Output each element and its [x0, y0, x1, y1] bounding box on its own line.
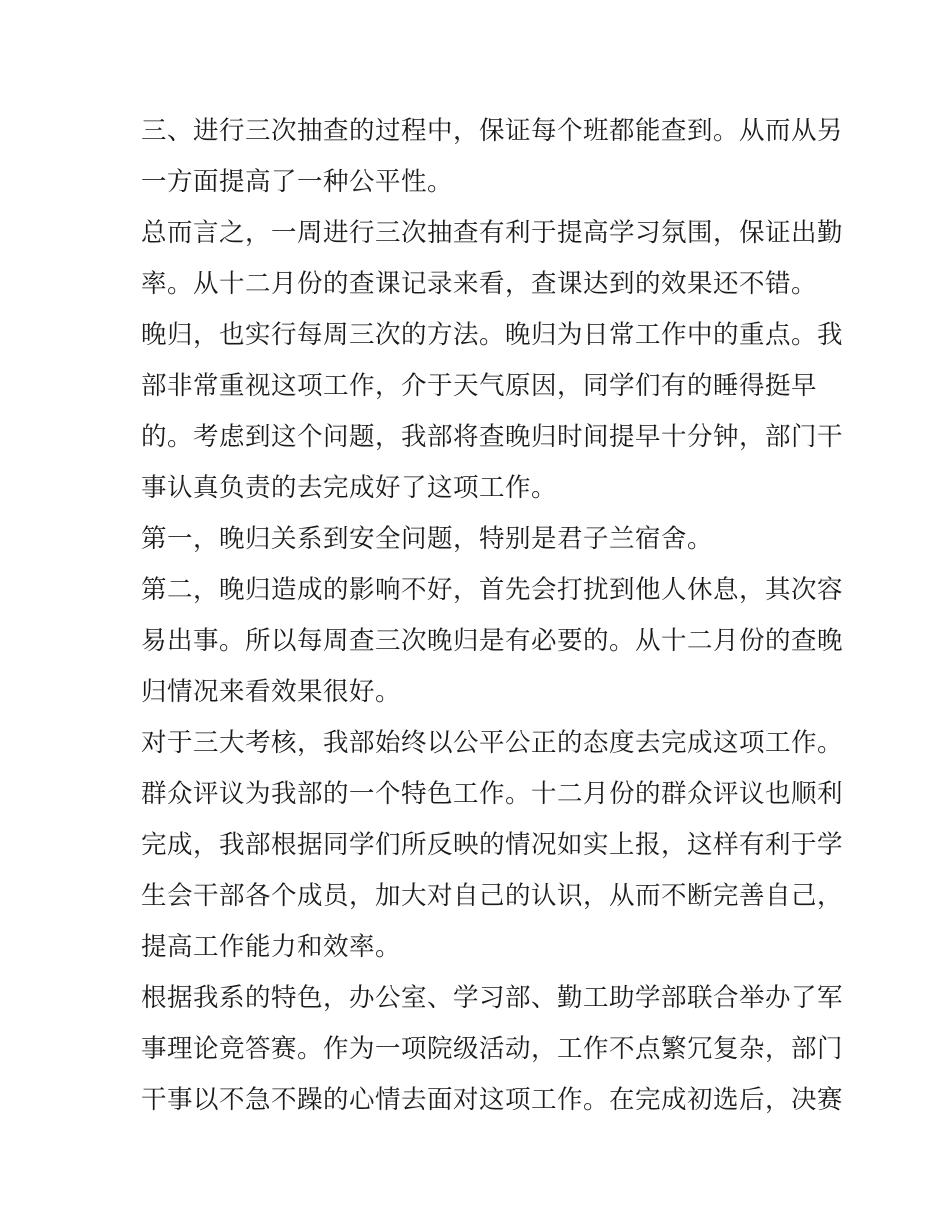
text-line: 第一，晚归关系到安全问题，特别是君子兰宿舍。	[141, 524, 714, 554]
text-line: 易出事。所以每周查三次晚归是有必要的。从十二月份的查晚	[141, 626, 844, 656]
text-line: 对于三大考核，我部始终以公平公正的态度去完成这项工作。	[141, 728, 844, 758]
text-line: 率。从十二月份的查课记录来看，查课达到的效果还不错。	[141, 269, 818, 299]
text-line: 完成，我部根据同学们所反映的情况如实上报，这样有利于学	[141, 830, 844, 860]
text-line: 事认真负责的去完成好了这项工作。	[141, 473, 558, 503]
text-line: 提高工作能力和效率。	[141, 932, 402, 962]
text-line: 第二，晚归造成的影响不好，首先会打扰到他人休息，其次容	[141, 575, 844, 605]
text-line: 群众评议为我部的一个特色工作。十二月份的群众评议也顺利	[141, 779, 844, 809]
document-body	[141, 106, 844, 1126]
text-line: 总而言之，一周进行三次抽查有利于提高学习氛围，保证出勤	[141, 218, 844, 248]
text-line: 的。考虑到这个问题，我部将查晚归时间提早十分钟，部门干	[141, 422, 844, 452]
text-line: 晚归，也实行每周三次的方法。晚归为日常工作中的重点。我	[141, 320, 844, 350]
text-line: 干事以不急不躁的心情去面对这项工作。在完成初选后，决赛	[141, 1085, 844, 1115]
text-line: 三、进行三次抽查的过程中，保证每个班都能查到。从而从另	[141, 116, 844, 146]
text-line: 部非常重视这项工作，介于天气原因，同学们有的睡得挺早	[141, 371, 818, 401]
text-line: 一方面提高了一种公平性。	[141, 167, 454, 197]
text-line: 归情况来看效果很好。	[141, 677, 402, 707]
text-line: 事理论竞答赛。作为一项院级活动，工作不点繁冗复杂，部门	[141, 1034, 844, 1064]
text-line: 根据我系的特色，办公室、学习部、勤工助学部联合举办了军	[141, 983, 844, 1013]
text-line: 生会干部各个成员，加大对自己的认识，从而不断完善自己，	[141, 881, 844, 911]
